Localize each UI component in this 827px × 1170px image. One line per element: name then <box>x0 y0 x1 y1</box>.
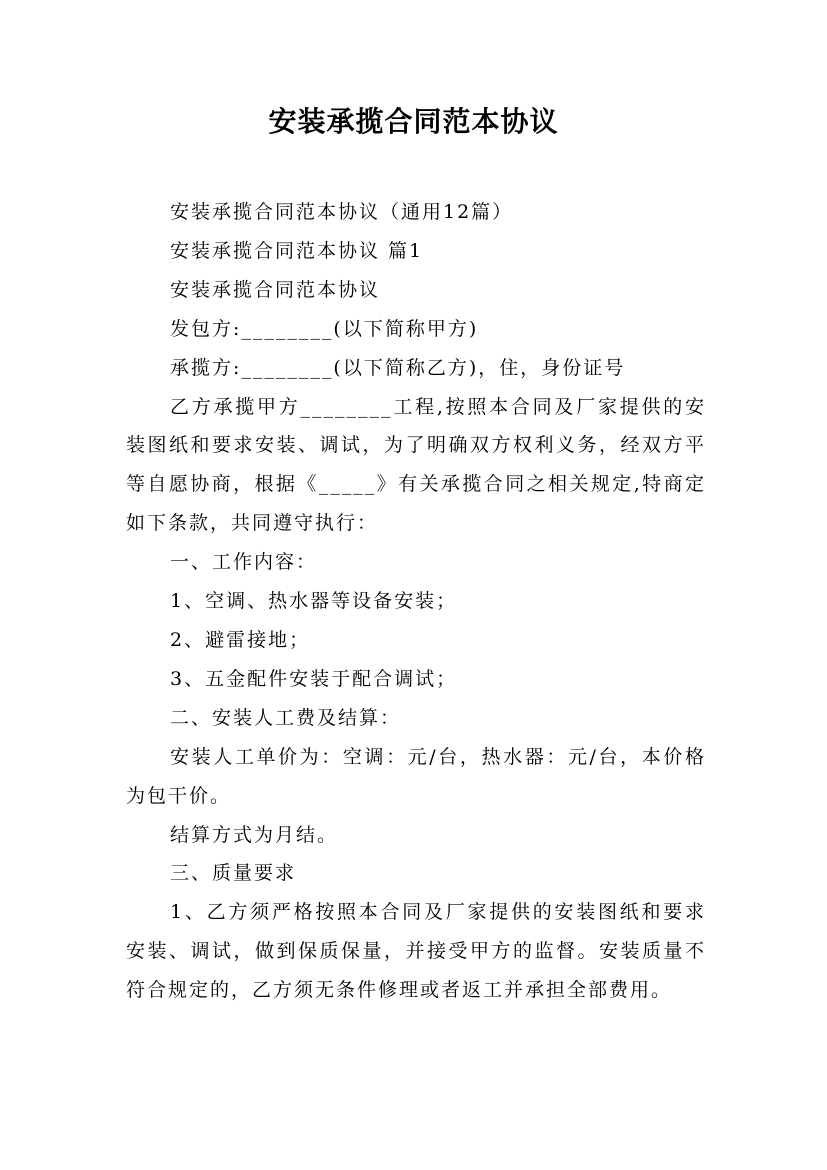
paragraph-item-2: 2、避雷接地； <box>170 628 311 651</box>
paragraph-section-heading: 安装承揽合同范本协议 篇1 <box>170 239 424 262</box>
paragraph-item-3: 3、五金配件安装于配合调试； <box>170 667 458 690</box>
paragraph-heading-work-content: 一、工作内容： <box>170 551 318 574</box>
paragraph-party-a: 发包方:________(以下简称甲方) <box>170 317 479 340</box>
paragraph-settlement: 结算方式为月结。 <box>170 823 339 846</box>
paragraph-preamble: 乙方承揽甲方________工程,按照本合同及厂家提供的安装图纸和要求安装、调试，为了明确双方权利义务，经双方平等自愿协商，根据《_____》有关承揽合同之相关规定,特商定如下条款，共同遵守执行： <box>126 395 706 535</box>
paragraph-heading-labor-fee: 二、安装人工费及结算： <box>170 706 402 729</box>
paragraph-item-1: 1、空调、热水器等设备安装； <box>170 590 458 613</box>
paragraph-unit-price: 安装人工单价为：空调：元/台，热水器：元/台，本价格为包干价。 <box>126 745 706 807</box>
paragraph-subtitle: 安装承揽合同范本协议（通用12篇） <box>170 201 514 223</box>
paragraph-party-b: 承揽方:________(以下简称乙方)，住，身份证号 <box>170 356 626 379</box>
paragraph-heading-quality: 三、质量要求 <box>170 862 297 885</box>
paragraph-contract-name: 安装承揽合同范本协议 <box>170 278 381 301</box>
paragraph-quality-clause-1: 1、乙方须严格按照本合同及厂家提供的安装图纸和要求安装、调试，做到保质保量，并接受甲方的监督。安装质量不符合规定的，乙方须无条件修理或者返工并承担全部费用。 <box>126 901 706 1002</box>
document-title: 安装承揽合同范本协议 <box>268 105 559 138</box>
document-body <box>126 193 706 1010</box>
